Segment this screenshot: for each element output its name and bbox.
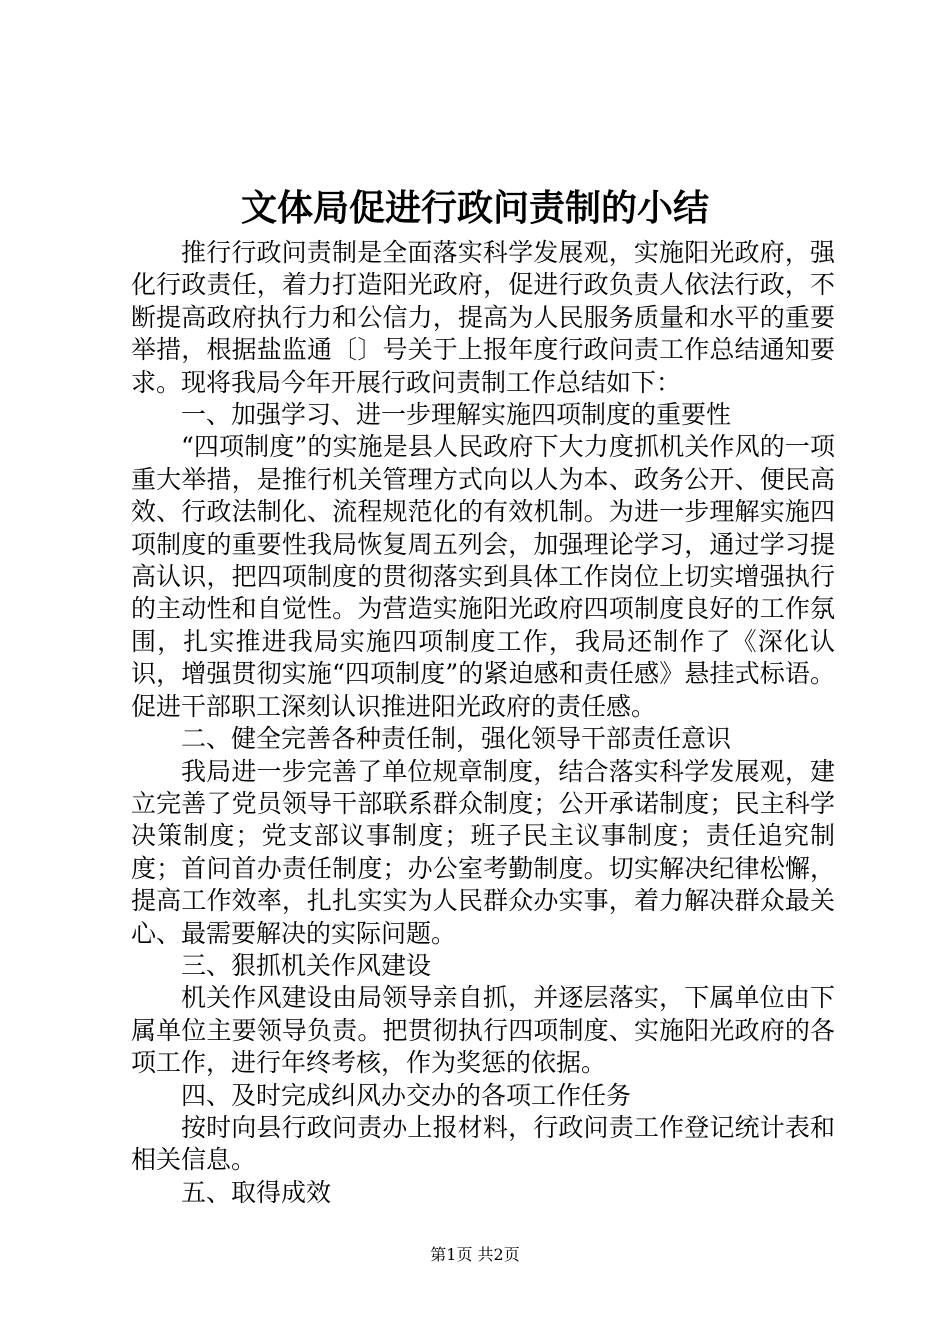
document-title: 文体局促进行政问责制的小结 — [240, 187, 709, 229]
document-body — [131, 237, 835, 1209]
section-paragraph-3: 机关作风建设由局领导亲自抓，并逐层落实，下属单位由下属单位主要领导负责。把贯彻执行四项制度、实施阳光政府的各项工作，进行年终考核，作为奖惩的依据。 — [131, 983, 835, 1078]
section-heading-1: 一、加强学习、进一步理解实施四项制度的重要性 — [181, 400, 732, 430]
section-heading-3: 三、狠抓机关作风建设 — [181, 950, 432, 980]
section-heading-4: 四、及时完成纠风办交办的各项工作任务 — [181, 1080, 632, 1110]
page-footer: 第1页 共2页 — [430, 1245, 520, 1264]
section-paragraph-1: “四项制度”的实施是县人民政府下大力度抓机关作风的一项重大举措，是推行机关管理方式向以人为本、政务公开、便民高效、行政法制化、流程规范化的有效机制。为进一步理解实施四项制度的重要性我局恢复周五列会，加强理论学习，通过学习提高认识，把四项制度的贯彻落实到具体工作岗位上切实增强执行的主动性和自觉性。为营造实施阳光政府四项制度良好的工作氛围，扎实推进我局实施四项制度工作，我局还制作了《深化认识，增强贯彻实施“四项制度”的紧迫感和责任感》悬挂式标语。促进干部职工深刻认识推进阳光政府的责任感。 — [131, 432, 835, 721]
intro-paragraph: 推行行政问责制是全面落实科学发展观，实施阳光政府，强化行政责任，着力打造阳光政府，促进行政负责人依法行政，不断提高政府执行力和公信力，提高为人民服务质量和水平的重要举措，根据盐监通〔〕号关于上报年度行政问责工作总结通知要求。现将我局今年开展行政问责制工作总结如下： — [131, 238, 835, 397]
section-paragraph-2: 我局进一步完善了单位规章制度，结合落实科学发展观，建立完善了党员领导干部联系群众制度；公开承诺制度；民主科学决策制度；党支部议事制度；班子民主议事制度；责任追究制度；首问首办责任制度；办公室考勤制度。切实解决纪律松懈，提高工作效率，扎扎实实为人民群众办实事，着力解决群众最关心、最需要解决的实际问题。 — [131, 756, 835, 948]
section-paragraph-4: 按时向县行政问责办上报材料，行政问责工作登记统计表和相关信息。 — [131, 1112, 835, 1175]
section-heading-5: 五、取得成效 — [181, 1177, 332, 1207]
section-heading-2: 二、健全完善各种责任制，强化领导干部责任意识 — [181, 724, 732, 754]
